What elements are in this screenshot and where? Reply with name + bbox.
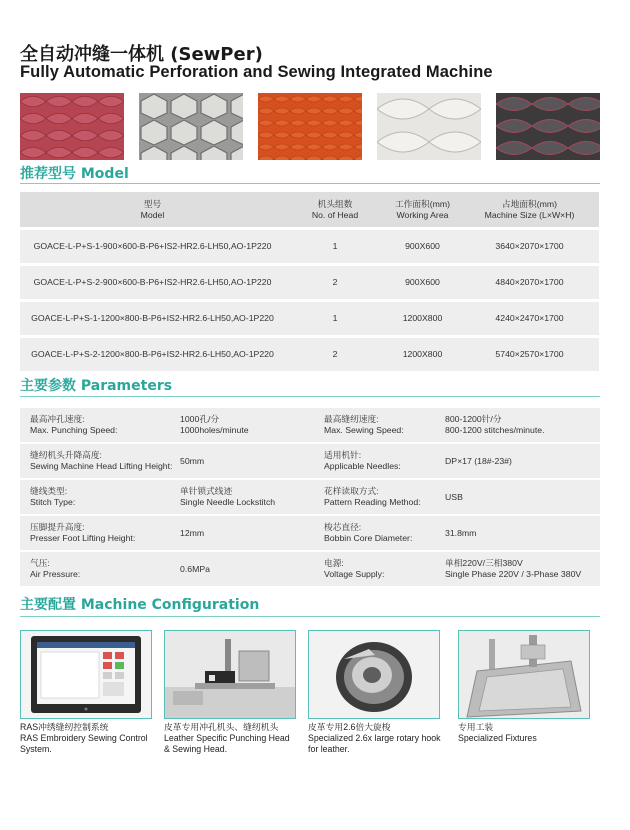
config-item-control-system [20,630,160,755]
config-caption-en: Leather Specific Punching Head [164,733,290,743]
page-title-en: Fully Automatic Perforation and Sewing Integrated Machine [20,63,493,81]
config-caption-cn: 专用工装 [458,722,494,732]
table-cell: 2 [285,337,385,373]
section-title-model: 推荐型号 Model [20,166,129,182]
section-divider [20,396,600,397]
table-cell: GOACE-L-P+S-1-900×600-B-P6+IS2-HR2.6-LH50,AO-1P220 [20,229,285,265]
param-value: 800-1200针/分 [445,414,502,424]
param-label-en: Bobbin Core Diameter: [324,533,413,543]
param-value-en: Single Phase 220V / 3-Phase 380V [445,569,582,579]
config-caption-cn: RAS冲绣缝纫控制系统 [20,722,109,732]
table-cell: 900X600 [385,229,460,265]
param-value: DP×17 (18#-23#) [445,455,512,466]
param-label-cn: 气压: [30,558,50,568]
param-label-en: Voltage Supply: [324,569,385,579]
page-title-cn: 全自动冲缝一体机 (SewPer) [20,44,263,65]
section-title-configuration: 主要配置 Machine Configuration [20,597,260,613]
param-label-en: Sewing Machine Head Lifting Height: [30,461,173,471]
config-item-rotary-hook [308,630,448,755]
param-value: USB [445,491,463,502]
table-cell: 1 [285,229,385,265]
param-label-en: Air Pressure: [30,569,81,579]
param-label-en: Max. Punching Speed: [30,425,118,435]
table-cell: 900X600 [385,265,460,301]
param-value-en: Single Needle Lockstitch [180,497,276,507]
param-label-cn: 最高缝纫速度: [324,414,379,424]
config-caption-cn: 皮革专用2.6倍大旋梭 [308,722,391,732]
param-value-en: 1000holes/minute [180,425,249,435]
config-caption-cn: 皮革专用冲孔机头、缝纫机头 [164,722,279,732]
table-row [20,337,599,373]
table-row [20,265,599,301]
param-label-cn: 适用机针: [324,450,362,460]
config-caption-en: Specialized Fixtures [458,733,537,743]
param-label-cn: 压脚提升高度: [30,522,85,532]
param-value-en: 800-1200 stitches/minute. [445,425,545,435]
config-caption-en: for leather. [308,744,350,754]
param-label-en: Max. Sewing Speed: [324,425,404,435]
param-label-en: Stitch Type: [30,497,76,507]
param-label-en: Presser Foot Lifting Height: [30,533,136,543]
config-caption-en: Specialized 2.6x large rotary hook [308,733,441,743]
param-label-cn: 花样读取方式: [324,486,379,496]
punching-head-image [164,630,296,719]
param-label-en: Applicable Needles: [324,461,401,471]
table-row [20,229,599,265]
section-divider [20,616,600,617]
param-row [20,480,600,514]
table-header: 机头组数 No. of Head [285,192,385,229]
param-label-cn: 梭芯直径: [324,522,362,532]
leather-swatch-orange [258,93,362,160]
table-cell: 4240×2470×1700 [460,301,599,337]
table-cell: 3640×2070×1700 [460,229,599,265]
table-cell: 1200X800 [385,301,460,337]
config-caption-en: RAS Embroidery Sewing Control [20,733,148,743]
leather-swatch-white [377,93,481,160]
table-cell: 4840×2070×1700 [460,265,599,301]
param-row [20,444,600,478]
param-value: 单相220V/三相380V [445,558,523,568]
config-item-fixtures [458,630,598,744]
fixtures-image [458,630,590,719]
control-system-image [20,630,152,719]
table-header: 型号 Model [20,192,285,229]
param-value: 单针锁式线迹 [180,486,233,496]
table-header: 占地面积(mm) Machine Size (L×W×H) [460,192,599,229]
table-cell: GOACE-L-P+S-2-900×600-B-P6+IS2-HR2.6-LH50,AO-1P220 [20,265,285,301]
param-value: 0.6MPa [180,563,210,574]
table-header: 工作面积(mm) Working Area [385,192,460,229]
rotary-hook-image [308,630,440,719]
model-table [20,192,599,374]
param-label-cn: 电源: [324,558,344,568]
leather-swatch-grey-hexagon [139,93,243,160]
config-item-punching-head [164,630,304,755]
table-cell: GOACE-L-P+S-1-1200×800-B-P6+IS2-HR2.6-LH50,AO-1P220 [20,301,285,337]
config-caption-en: System. [20,744,52,754]
param-value: 12mm [180,527,205,538]
param-row [20,552,600,586]
section-title-parameters: 主要参数 Parameters [20,378,173,394]
param-row [20,408,600,442]
table-cell: GOACE-L-P+S-2-1200×800-B-P6+IS2-HR2.6-LH50,AO-1P220 [20,337,285,373]
param-label-cn: 缝纫机头升降高度: [30,450,102,460]
param-label-en: Pattern Reading Method: [324,497,421,507]
param-row [20,516,600,550]
param-value: 50mm [180,455,205,466]
section-divider [20,183,600,184]
table-cell: 2 [285,265,385,301]
table-cell: 1 [285,301,385,337]
param-label-cn: 缝线类型: [30,486,68,496]
table-header-row [20,192,599,229]
table-row [20,301,599,337]
config-caption-en: & Sewing Head. [164,744,228,754]
param-value: 31.8mm [445,527,477,538]
param-label-cn: 最高冲孔速度: [30,414,85,424]
param-value: 1000孔/分 [180,414,220,424]
table-cell: 5740×2570×1700 [460,337,599,373]
parameters-table [20,408,600,588]
leather-swatch-dark [496,93,600,160]
table-cell: 1200X800 [385,337,460,373]
leather-swatch-red-quilted [20,93,124,160]
